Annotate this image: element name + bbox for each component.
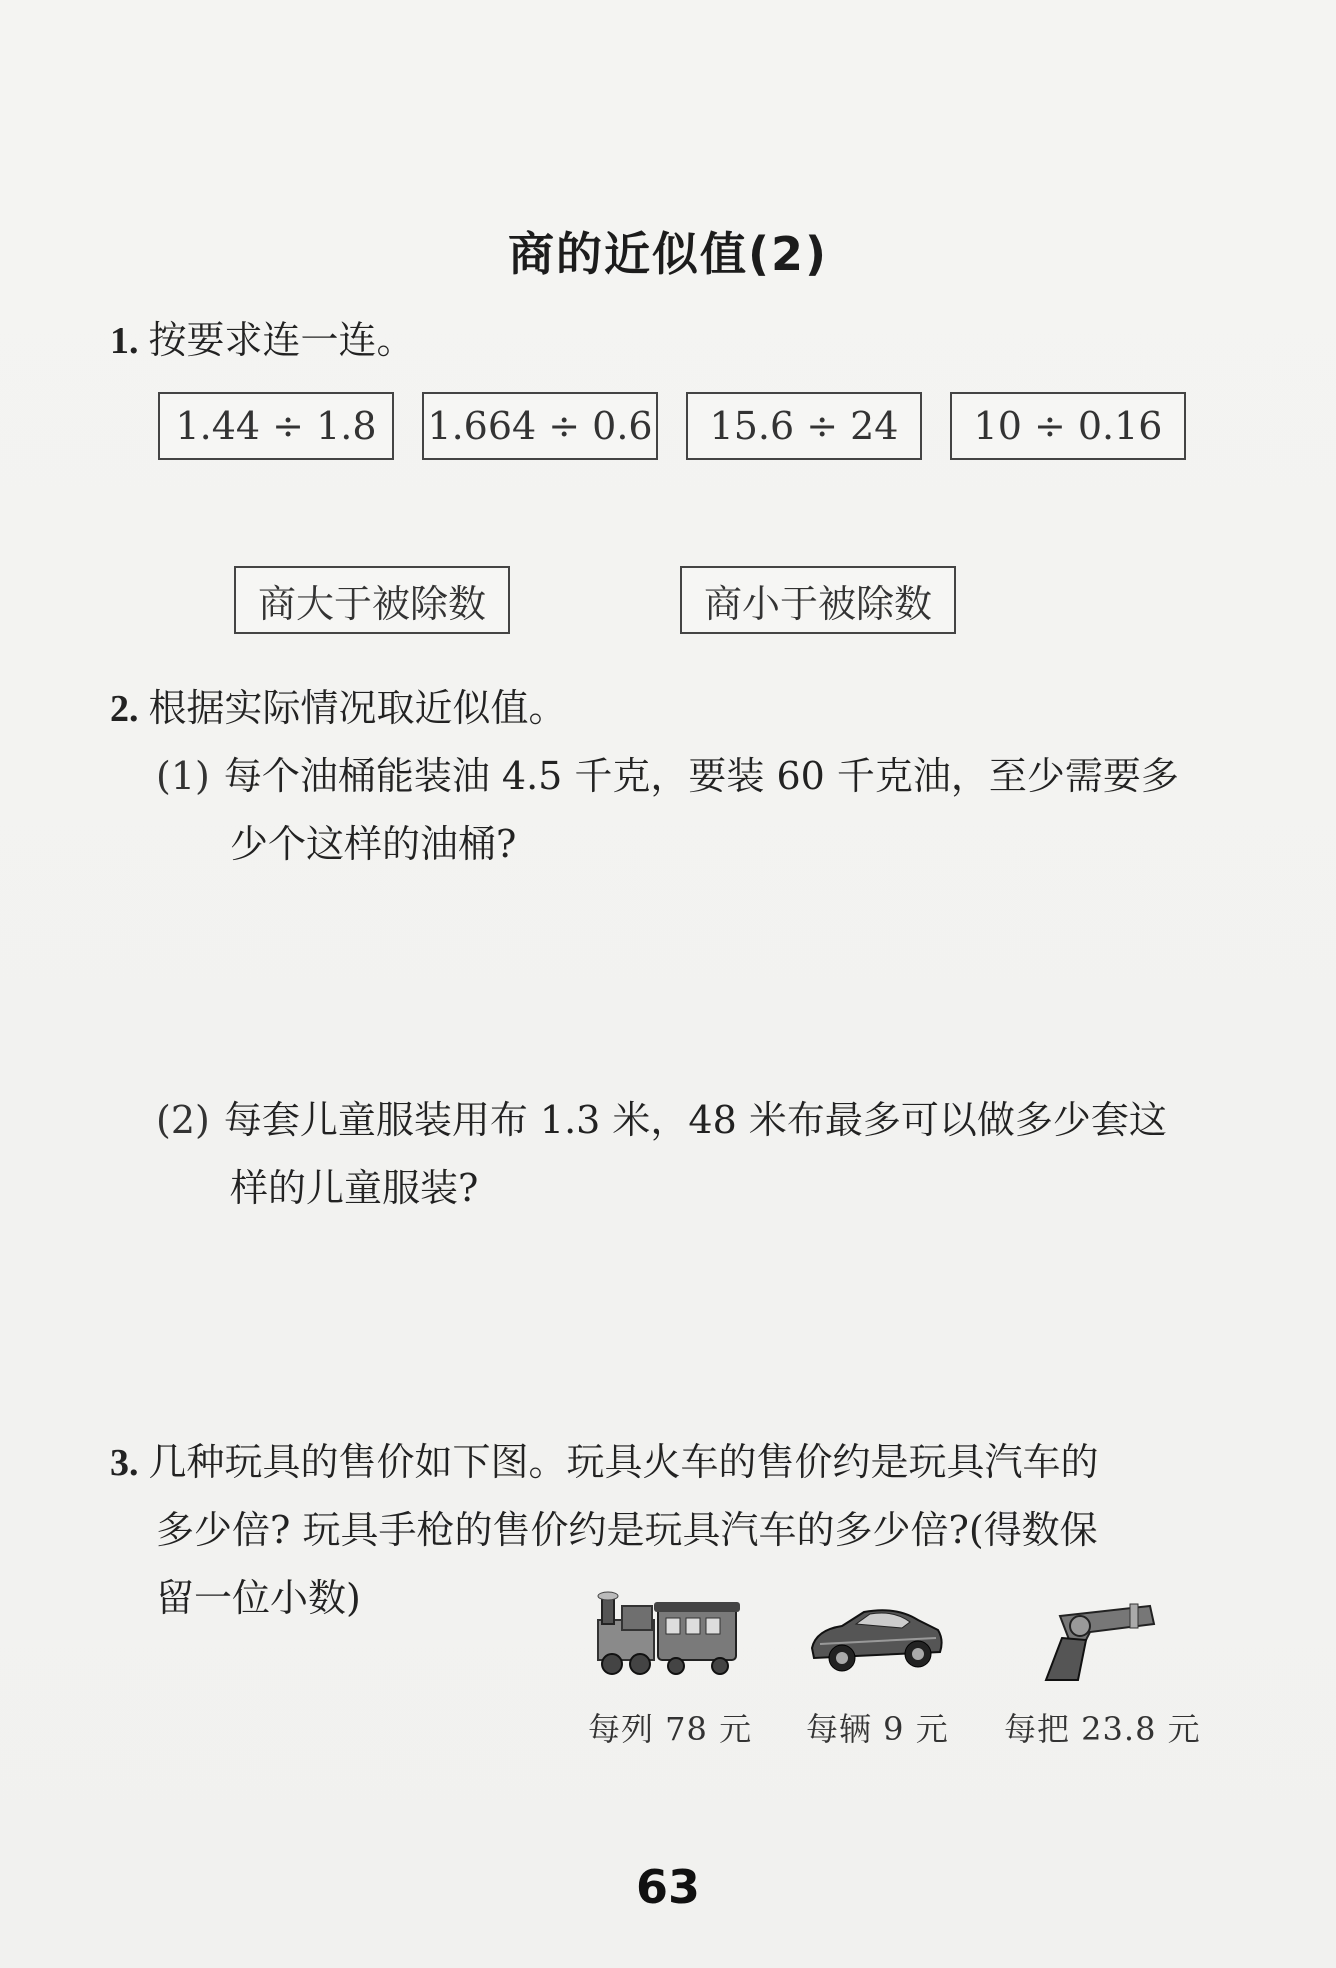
toy-train-icon	[592, 1590, 742, 1684]
question-2-1-label: (1)	[156, 754, 210, 798]
question-1	[110, 318, 415, 363]
question-2-number: 2.	[110, 688, 139, 730]
question-1-number: 1.	[110, 320, 139, 362]
question-2-1-line1: (1) 每个油桶能装油 4.5 千克，要装 60 千克油，至少需要多	[156, 754, 1179, 798]
question-2-2-label: (2)	[156, 1098, 210, 1142]
question-2-1-line2: 少个这样的油桶?	[230, 822, 517, 866]
toy-train-price: 每列 78 元	[588, 1710, 753, 1748]
toy-car-price: 每辆 9 元	[806, 1710, 949, 1748]
expression-box-3[interactable]: 15.6 ÷ 24	[686, 392, 922, 460]
category-box-quotient-less[interactable]: 商小于被除数	[680, 566, 956, 634]
expression-box-2[interactable]: 1.664 ÷ 0.6	[422, 392, 658, 460]
question-3-line2: 多少倍? 玩具手枪的售价约是玩具汽车的多少倍?(得数保	[156, 1508, 1098, 1552]
toy-car-icon	[806, 1600, 946, 1684]
question-3-line3: 留一位小数)	[156, 1576, 361, 1620]
question-2-2-line2: 样的儿童服装?	[230, 1166, 479, 1210]
question-2-text: 根据实际情况取近似值。	[148, 686, 567, 730]
expression-box-1[interactable]: 1.44 ÷ 1.8	[158, 392, 394, 460]
question-3-line1: 3. 几种玩具的售价如下图。玩具火车的售价约是玩具汽车的	[110, 1440, 1099, 1484]
expression-box-4[interactable]: 10 ÷ 0.16	[950, 392, 1186, 460]
category-box-quotient-greater[interactable]: 商大于被除数	[234, 566, 510, 634]
toy-gun-price: 每把 23.8 元	[1004, 1710, 1201, 1748]
question-2	[110, 686, 567, 731]
page-title: 商的近似值(2)	[507, 227, 829, 281]
toy-gun-icon	[1030, 1596, 1160, 1690]
question-1-text: 按要求连一连。	[148, 318, 415, 362]
question-2-2-line1: (2) 每套儿童服装用布 1.3 米，48 米布最多可以做多少套这	[156, 1098, 1167, 1142]
question-3-number: 3.	[110, 1442, 139, 1484]
page-number: 63	[635, 1860, 700, 1914]
